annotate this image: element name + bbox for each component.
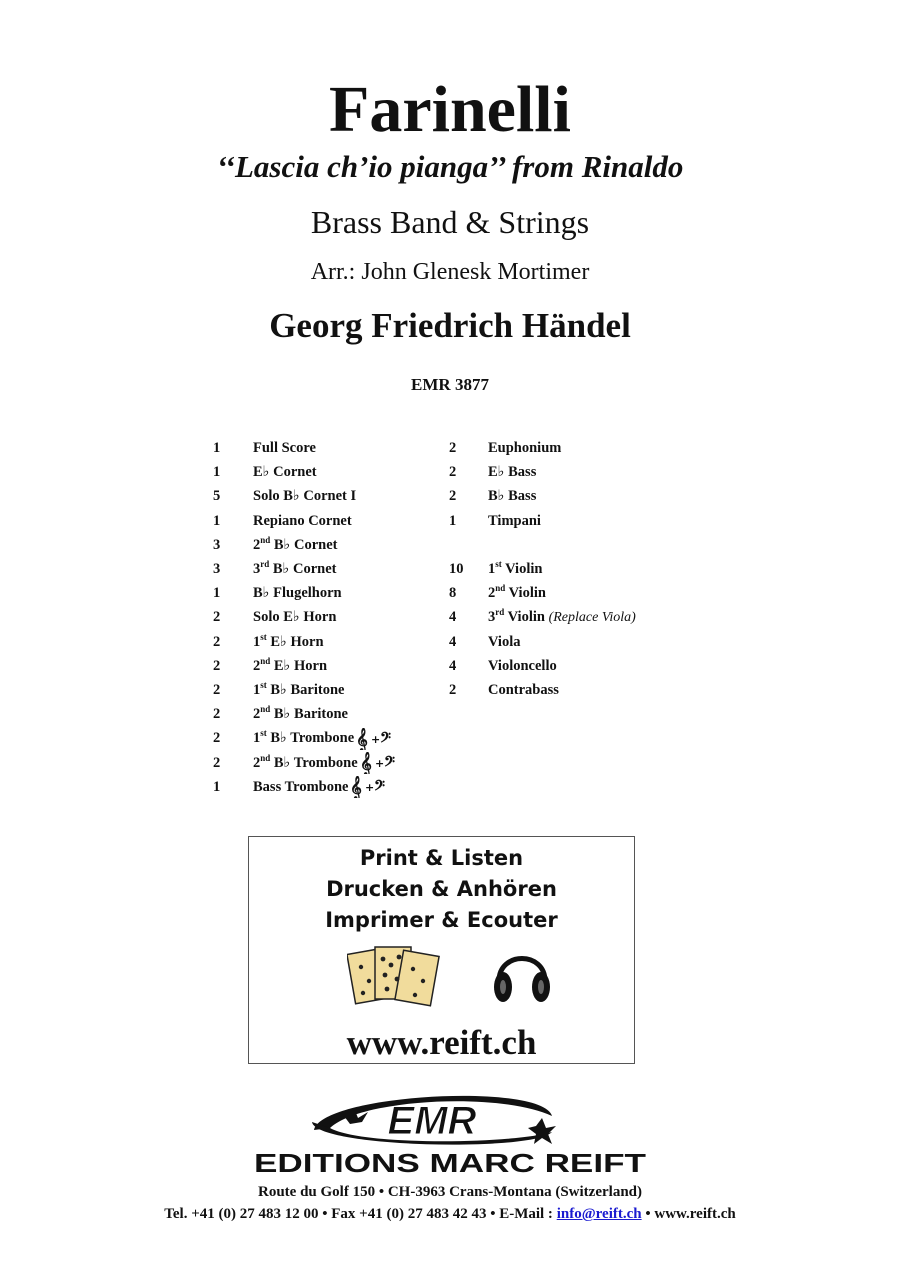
bass-clef-icon: 𝄢 [383, 754, 395, 775]
part-quantity: 3 [213, 561, 221, 577]
svg-text:+: + [365, 781, 375, 795]
instrumentation: Brass Band & Strings [310, 204, 590, 240]
part-quantity: 2 [213, 754, 221, 771]
part-quantity: 1 [213, 512, 221, 529]
clef-icons [350, 776, 392, 798]
part-name: 2nd B♭ Trombone 𝄞 + 𝄢 [253, 752, 402, 775]
part-name: Euphonium [488, 440, 562, 456]
bass-clef-icon: 𝄢 [380, 730, 392, 751]
part-name: Violoncello [488, 657, 557, 674]
part-quantity: 2 [449, 488, 457, 505]
part-name: 2nd B♭ Cornet [253, 534, 338, 553]
part-name: 1st E♭ Horn [253, 631, 324, 650]
part-name: 3rd Violin (Replace Viola) [488, 607, 636, 626]
part-name: E♭ Bass [488, 464, 537, 481]
part-quantity: 4 [449, 609, 457, 626]
treble-clef-icon: 𝄞 [356, 728, 368, 751]
part-name: Timpani [488, 512, 541, 529]
part-quantity: 4 [449, 657, 457, 674]
part-name: Solo B♭ Cornet I [253, 488, 357, 505]
part-quantity: 5 [213, 488, 221, 505]
part-name: Solo E♭ Horn [253, 609, 337, 626]
part-quantity: 2 [213, 682, 221, 698]
part-quantity: 2 [213, 706, 221, 723]
contact-website: • www.reift.ch [641, 1206, 736, 1222]
svg-text:+: + [371, 733, 381, 747]
part-name: B♭ Bass [488, 488, 537, 505]
part-name: Full Score [253, 440, 316, 456]
treble-clef-icon: 𝄞 [359, 752, 372, 775]
part-quantity: 1 [213, 464, 221, 481]
catalog-number: EMR 3877 [411, 375, 489, 394]
part-name: 1st B♭ Baritone [253, 680, 345, 698]
svg-text:+: + [374, 757, 384, 771]
part-note: (Replace Viola) [548, 610, 636, 626]
email-link[interactable]: info@reift.ch [556, 1206, 642, 1222]
publisher-address: Route du Golf 150 • CH-3963 Crans-Montana (Switzerland) [258, 1184, 642, 1200]
logo-text: EMR [387, 1099, 477, 1143]
composer: Georg Friedrich Händel [269, 306, 631, 345]
part-name: 2nd E♭ Horn [253, 655, 328, 674]
part-quantity: 10 [449, 561, 464, 577]
headphones-icon [491, 941, 553, 1007]
publisher-name: EDITIONS MARC REIFT [254, 1148, 647, 1176]
part-quantity: 2 [449, 682, 457, 698]
promo-line-german: Drucken & Anhören [326, 877, 557, 901]
part-quantity: 2 [449, 440, 457, 456]
promo-line-french: Imprimer & Ecouter [325, 908, 558, 932]
emr-logo [252, 1086, 648, 1176]
arranger: Arr.: John Glenesk Mortimer [310, 259, 590, 285]
bass-clef-icon: 𝄢 [374, 778, 386, 799]
publisher-contact [0, 1204, 900, 1224]
treble-clef-icon: 𝄞 [350, 776, 363, 799]
clef-icons [360, 752, 402, 774]
part-name: Repiano Cornet [253, 512, 352, 529]
part-name: B♭ Flugelhorn [253, 585, 342, 602]
part-name: E♭ Cornet [253, 464, 317, 481]
part-name: 3rd B♭ Cornet [253, 559, 337, 577]
part-quantity: 3 [213, 536, 221, 553]
clef-icons [356, 728, 398, 750]
part-quantity: 2 [213, 730, 221, 747]
part-quantity: 8 [449, 585, 457, 602]
part-name: 2nd Violin [488, 583, 546, 602]
piece-subtitle: ‘‘Lascia ch’io pianga’’ from Rinaldo [216, 149, 684, 184]
sheet-music-icon [347, 941, 443, 1015]
part-name: Bass Trombone 𝄞 + 𝄢 [253, 776, 392, 799]
part-quantity: 4 [449, 633, 457, 650]
part-quantity: 2 [213, 609, 221, 626]
part-quantity: 1 [213, 585, 221, 602]
contact-phone-fax: Tel. +41 (0) 27 483 12 00 • Fax +41 (0) 27 483 42 43 • E-Mail : [164, 1206, 557, 1222]
part-quantity: 1 [213, 440, 221, 456]
part-name: 1st B♭ Trombone 𝄞 + 𝄢 [253, 727, 398, 750]
part-quantity: 2 [213, 633, 221, 650]
part-quantity: 2 [449, 464, 457, 481]
part-name: Contrabass [488, 682, 559, 698]
promo-line-english: Print & Listen [359, 846, 524, 870]
print-listen-box [248, 836, 635, 1064]
part-quantity: 1 [449, 512, 457, 529]
part-quantity: 2 [213, 657, 221, 674]
piece-title: Farinelli [329, 73, 571, 146]
part-name: Viola [488, 633, 521, 650]
part-name: 1st Violin [488, 559, 543, 577]
part-quantity: 1 [213, 778, 221, 795]
part-name: 2nd B♭ Baritone [253, 704, 348, 723]
website-link[interactable]: www.reift.ch [346, 1023, 537, 1062]
